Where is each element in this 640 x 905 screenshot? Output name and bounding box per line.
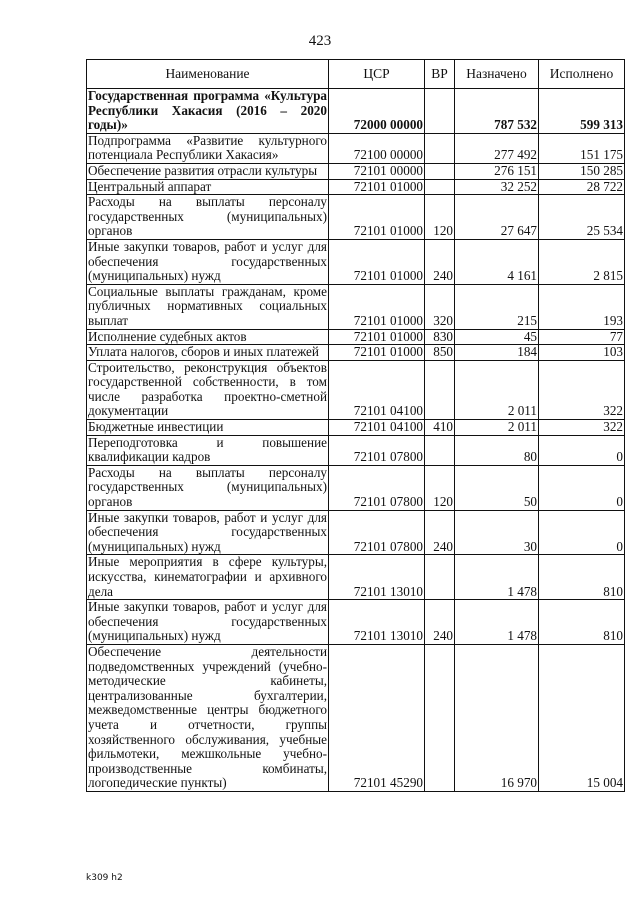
table-row — [87, 89, 625, 134]
row-assigned: 45 — [455, 329, 539, 345]
row-vr — [425, 555, 455, 600]
row-assigned: 1 478 — [455, 600, 539, 645]
row-vr: 240 — [425, 510, 455, 555]
row-vr — [425, 89, 455, 134]
row-assigned: 4 161 — [455, 239, 539, 284]
row-vr — [425, 179, 455, 195]
table-row — [87, 163, 625, 179]
table-header-row — [87, 60, 625, 89]
row-csr: 72101 45290 — [329, 644, 425, 791]
row-assigned: 2 011 — [455, 420, 539, 436]
page-number: 423 — [308, 33, 332, 49]
row-name: Переподготовка и повышение квалификации кадров — [88, 434, 327, 465]
table-row — [87, 465, 625, 510]
table-row — [87, 195, 625, 240]
row-csr: 72101 13010 — [329, 600, 425, 645]
row-assigned: 215 — [455, 284, 539, 329]
row-assigned: 277 492 — [455, 133, 539, 163]
table-row — [87, 510, 625, 555]
row-vr — [425, 360, 455, 419]
table-row — [87, 420, 625, 436]
table-row — [87, 329, 625, 345]
row-executed: 150 285 — [539, 163, 625, 179]
table-row — [87, 600, 625, 645]
table-body — [87, 89, 625, 792]
row-executed: 0 — [539, 465, 625, 510]
table-row — [87, 239, 625, 284]
header-csr: ЦСР — [329, 60, 425, 89]
header-name: Наименование — [87, 60, 329, 89]
row-assigned: 32 252 — [455, 179, 539, 195]
row-name: Иные закупки товаров, работ и услуг для обеспечения государственных (муниципальных) нужд — [88, 509, 327, 554]
row-csr: 72101 01000 — [329, 284, 425, 329]
row-vr: 240 — [425, 239, 455, 284]
row-name: Подпрограмма «Развитие культурного потенциала Республики Хакасия» — [88, 132, 327, 163]
table-row — [87, 133, 625, 163]
row-csr: 72100 00000 — [329, 133, 425, 163]
row-vr: 120 — [425, 195, 455, 240]
row-vr — [425, 163, 455, 179]
row-vr — [425, 133, 455, 163]
row-assigned: 30 — [455, 510, 539, 555]
row-csr: 72101 01000 — [329, 239, 425, 284]
row-name: Обеспечение деятельности подведомственных учреждений (учебно-методические кабинеты, централизованные бухгалтерии, межведомственные центры бюджетного учета и отчетности, группы хозяйственного обслуживания, учебные фильмотеки, межшкольные учебно-производственные комбинаты, логопедические пункты) — [88, 643, 327, 791]
row-name: Центральный аппарат — [87, 179, 329, 195]
row-vr: 320 — [425, 284, 455, 329]
row-name: Расходы на выплаты персоналу государственных (муниципальных) органов — [88, 194, 327, 239]
row-name: Обеспечение развития отрасли культуры — [87, 163, 329, 179]
row-vr: 850 — [425, 345, 455, 361]
row-assigned: 80 — [455, 435, 539, 465]
row-csr: 72101 04100 — [329, 420, 425, 436]
row-name: Государственная программа «Культура Республики Хакасия (2016 – 2020 годы)» — [88, 88, 327, 133]
row-executed: 77 — [539, 329, 625, 345]
row-executed: 322 — [539, 420, 625, 436]
row-executed: 103 — [539, 345, 625, 361]
row-vr: 410 — [425, 420, 455, 436]
header-assigned: Назначено — [455, 60, 539, 89]
budget-table — [86, 59, 625, 792]
row-executed: 0 — [539, 510, 625, 555]
row-name: Иные закупки товаров, работ и услуг для обеспечения государственных (муниципальных) нужд — [88, 238, 327, 284]
row-vr: 120 — [425, 465, 455, 510]
row-executed: 810 — [539, 600, 625, 645]
row-name: Расходы на выплаты персоналу государственных (муниципальных) органов — [88, 464, 327, 510]
row-executed: 0 — [539, 435, 625, 465]
row-csr: 72101 01000 — [329, 329, 425, 345]
row-executed: 322 — [539, 360, 625, 419]
row-csr: 72101 13010 — [329, 555, 425, 600]
header-executed: Исполнено — [539, 60, 625, 89]
row-name: Социальные выплаты гражданам, кроме публичных нормативных социальных выплат — [88, 283, 327, 328]
row-executed: 599 313 — [539, 89, 625, 134]
table-row — [87, 360, 625, 419]
row-assigned: 276 151 — [455, 163, 539, 179]
row-vr: 830 — [425, 329, 455, 345]
row-csr: 72101 07800 — [329, 435, 425, 465]
row-csr: 72101 01000 — [329, 179, 425, 195]
table-row — [87, 435, 625, 465]
row-assigned: 16 970 — [455, 644, 539, 791]
row-name: Бюджетные инвестиции — [87, 420, 329, 436]
row-name: Иные закупки товаров, работ и услуг для обеспечения государственных (муниципальных) нужд — [88, 599, 327, 644]
header-vr: ВР — [425, 60, 455, 89]
row-assigned: 1 478 — [455, 555, 539, 600]
row-assigned: 50 — [455, 465, 539, 510]
row-csr: 72000 00000 — [329, 89, 425, 134]
row-vr: 240 — [425, 600, 455, 645]
row-assigned: 27 647 — [455, 195, 539, 240]
row-name: Уплата налогов, сборов и иных платежей — [87, 345, 329, 361]
table-row — [87, 345, 625, 361]
row-csr: 72101 01000 — [329, 345, 425, 361]
row-executed: 15 004 — [539, 644, 625, 791]
row-name: Исполнение судебных актов — [87, 329, 329, 345]
row-assigned: 184 — [455, 345, 539, 361]
row-executed: 810 — [539, 555, 625, 600]
table-row — [87, 555, 625, 600]
row-csr: 72101 01000 — [329, 195, 425, 240]
row-csr: 72101 07800 — [329, 510, 425, 555]
row-csr: 72101 07800 — [329, 465, 425, 510]
row-executed: 193 — [539, 284, 625, 329]
row-assigned: 2 011 — [455, 360, 539, 419]
row-vr — [425, 644, 455, 791]
row-csr: 72101 00000 — [329, 163, 425, 179]
table-row — [87, 284, 625, 329]
footer-code: k309 h2 — [86, 873, 123, 883]
row-name: Строительство, реконструкция объектов государственной собственности, в том числе разработка проектно-сметной документации — [88, 359, 327, 419]
row-executed: 28 722 — [539, 179, 625, 195]
row-executed: 2 815 — [539, 239, 625, 284]
row-name: Иные мероприятия в сфере культуры, искусства, кинематографии и архивного дела — [88, 554, 327, 599]
row-csr: 72101 04100 — [329, 360, 425, 419]
row-vr — [425, 435, 455, 465]
row-executed: 151 175 — [539, 133, 625, 163]
row-assigned: 787 532 — [455, 89, 539, 134]
row-executed: 25 534 — [539, 195, 625, 240]
table-row — [87, 644, 625, 791]
table-row — [87, 179, 625, 195]
